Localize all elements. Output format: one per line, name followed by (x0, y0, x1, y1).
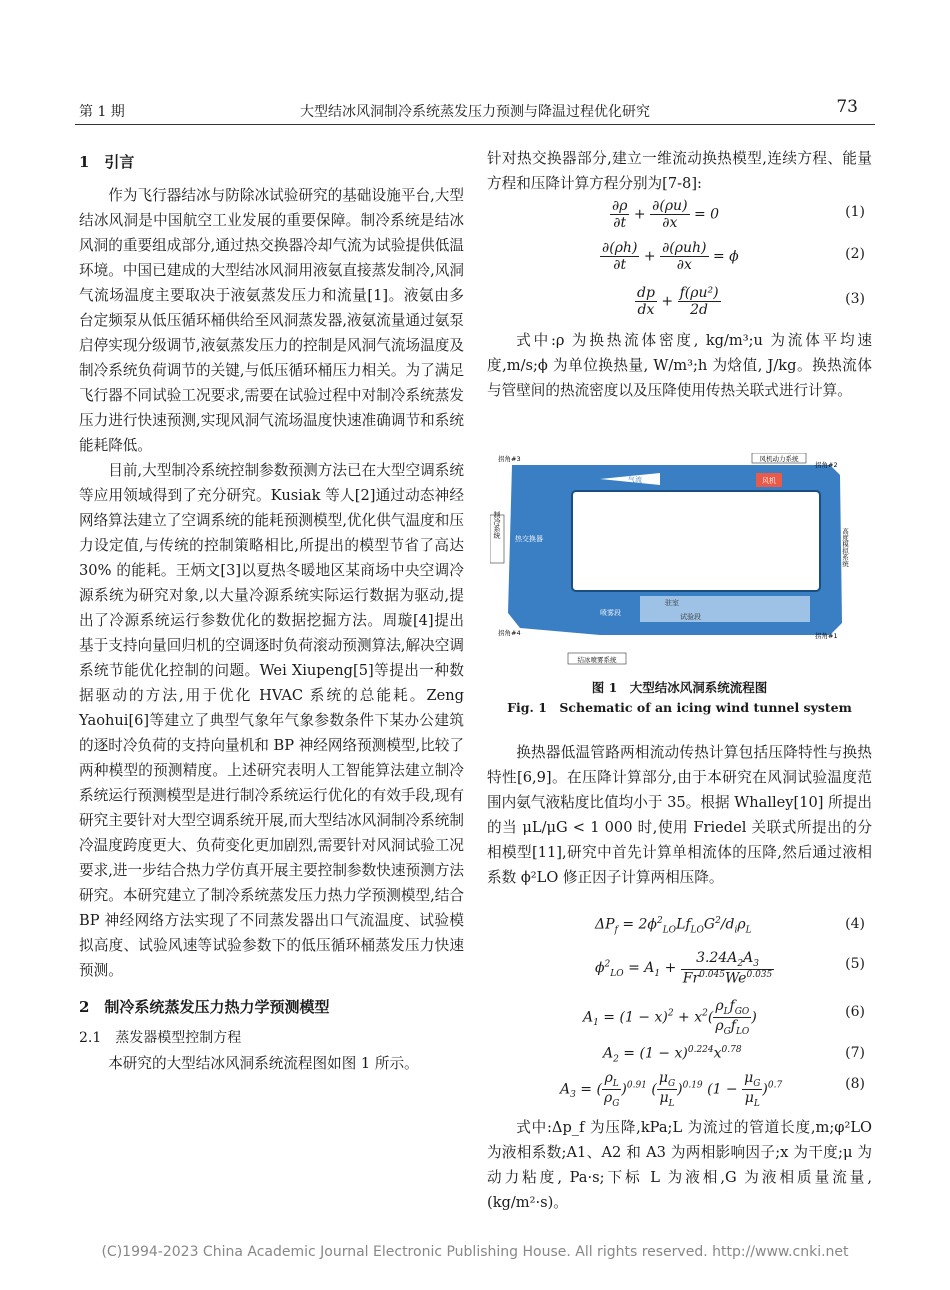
fan-system-label: 风机动力系统 (759, 455, 799, 463)
heat-exchanger-label: 热交换器 (515, 535, 543, 543)
subsection-heading: 2.1 蒸发器模型控制方程 (79, 1030, 242, 1046)
equation-8: $A_3$ = ( $\frac{\rho_L}{\rho_G}$ )$^{0.91}$ ( $\frac{\mu_G}{\mu_L}$ )$^{0.19}$ (1 − $\frac{\mu_G}{\mu_L}$ )$^{0.7}$ (8) (560, 1070, 865, 1109)
left-column (79, 150, 464, 1076)
equation-3: $\frac{dp}{dx}$ + $\frac{\text{f(ρu²)}}{2d}$ (3) (637, 285, 865, 318)
intro-paragraph-1: 作为飞行器结冰与防除冰试验研究的基础设施平台,大型结冰风洞是中国航空工业发展的重要保障。制冷系统是结冰风洞的重要组成部分,通过热交换器冷却气流为试验提供低温环境。中国已建成的大型结冰风洞用液氨直接蒸发制冷,风洞气流场温度主要取决于液氨蒸发压力和流量[1]。液氨由多台定频泵从低压循环桶供给至风洞蒸发器,液氨流量通过氨泵启停实现分级调节,液氨蒸发压力的控制是风洞气流场温度及制冷系统负荷调节的关键,与低压循环桶压力相关。为了满足飞行器不同试验工况要求,需要在试验过程中对制冷系统蒸发压力进行快速预测,实现风洞气流场温度快速准确调节和系统能耗降低。 (79, 187, 464, 454)
corner1-label: 拐角#1 (815, 632, 838, 640)
equation-7: $A_2 = (1 - x)^{0.224}x^{0.78}$ (7) (603, 1045, 865, 1065)
issue-label: 第 1 期 (79, 104, 125, 120)
header-rule (75, 124, 875, 125)
equation-5: $\phi^2_{LO} = A_1$ + $\frac{3.24A_2A_3}{Fr^{0.045}We^{0.035}}$ (5) (595, 950, 865, 987)
wind-tunnel-figure (490, 453, 860, 673)
spray-label: 喷雾段 (600, 609, 621, 617)
equation-6: $A_1 = (1 - x)^2 + x^2$( $\frac{\rho_Lf_{GO}}{\rho_Gf_{LO}}$ ) (6) (583, 998, 865, 1037)
copyright-footer: (C)1994-2023 China Academic Journal Electronic Publishing House. All rights reserved. http://www.cnki.net (101, 1244, 849, 1260)
corner2-label: 拐角#2 (815, 461, 838, 469)
refrig-label: 制冷系统 (493, 511, 501, 539)
equation-4: $\Delta P_f = 2\phi^2_{LO}Lf_{LO}G^2/d_i\rho_L$ (4) (595, 916, 865, 936)
running-title: 大型结冰风洞制冷系统蒸发压力预测与降温过程优化研究 (300, 104, 650, 120)
equation-1: $\frac{\partial\rho}{\partial t}$ + $\frac{\partial(\rho u)}{\partial x}$ = 0 (1) (612, 198, 865, 231)
corner4-label: 拐角#4 (498, 629, 521, 637)
page-number: 73 (836, 97, 858, 117)
paragraph-2: 换热器低温管路两相流动传热计算包括压降特性与换热特性[6,9]。在压降计算部分,由于本研究在风洞试验温度范围内氨气液粘度比值均小于 35。根据 Whalley[10] 所提出的当 μL/μG < 1 000 时,使用 Friedel 关联式所提出的分相模型[11],研究中首先计算单相流体的压降,然后通过液相系数 ϕ²LO 修正因子计算两相压降。 (487, 744, 872, 886)
section2-heading: 2 制冷系统蒸发压力热力学预测模型 (79, 998, 330, 1016)
icing-spray-label: 结冰喷雾系统 (577, 656, 617, 664)
subsection-text: 本研究的大型结冰风洞系统流程图如图 1 所示。 (108, 1055, 419, 1072)
right-intro: 针对热交换器部分,建立一维流动换热模型,连续方程、能量方程和压降计算方程分别为[7-8]: (487, 150, 872, 192)
test-label: 试验段 (680, 613, 701, 621)
where-paragraph-1: 式中:ρ 为换热流体密度, kg/m³;u 为流体平均速度,m/s;ϕ 为单位换热量, W/m³;h 为焓值, J/kg。换热流体与管壁间的热流密度以及压降使用传热关联式进行计算。 (487, 332, 872, 399)
stable-label: 驻室 (665, 599, 679, 607)
section1-heading: 1 引言 (79, 153, 135, 171)
altitude-label: 高度模拟系统 (841, 528, 849, 567)
equation-2: $\frac{\partial(\rho h)}{\partial t}$ + $\frac{\text{∂(ρuh)}}{\partial x}$ = ϕ (2) (602, 240, 865, 273)
figure-caption-cn: 图 1 大型结冰风洞系统流程图 (591, 680, 768, 695)
where-paragraph-2: 式中:Δp_f 为压降,kPa;L 为流过的管道长度,m;φ²LO 为液相系数;A1、A2 和 A3 为两相影响因子;x 为干度;μ 为动力粘度, Pa·s;下标 L 为液相,G 为液相质量流量,(kg/m²·s)。 (487, 1119, 872, 1211)
corner3-label: 拐角#3 (498, 455, 521, 463)
airflow-label: 气流 (628, 476, 642, 484)
figure-caption-en: Fig. 1 Schematic of an icing wind tunnel system (507, 700, 852, 715)
tunnel-inner (572, 491, 820, 591)
fan-label: 风机 (762, 477, 776, 485)
intro-paragraph-2: 目前,大型制冷系统控制参数预测方法已在大型空调系统等应用领域得到了充分研究。Kusiak 等人[2]通过动态神经网络算法建立了空调系统的能耗预测模型,优化供气温度和压力设定值,与传统的控制策略相比,所提出的模型节省了高达 30% 的能耗。王炳文[3]以夏热冬暖地区某商场中央空调冷源系统为研究对象,以大量冷源系统实际运行数据为驱动,提出了冷源系统运行参数优化的数据挖掘方法。周璇[4]提出基于支持向量回归机的空调逐时负荷滚动预测算法,解决空调系统节能优化控制的问题。Wei Xiupeng[5]等提出一种数据驱动的方法,用于优化 HVAC 系统的总能耗。Zeng Yaohui[6]等建立了典型气象年气象参数条件下某办公建筑的逐时冷负荷的支持向量机和 BP 神经网络预测模型,比较了两种模型的预测精度。上述研究表明人工智能算法建立制冷系统运行预测模型是进行制冷系统运行优化的有效手段,现有研究主要针对大型空调系统开展,而大型结冰风洞制冷系统制冷温度跨度更大、负荷变化更加剧烈,需要针对风洞试验工况要求,进一步结合热力学仿真开展主要控制参数快速预测方法研究。本研究建立了制冷系统蒸发压力热力学预测模型,结合 BP 神经网络方法实现了不同蒸发器出口气流温度、试验模拟高度、试验风速等试验参数下的低压循环桶蒸发压力快速预测。 (79, 462, 464, 979)
